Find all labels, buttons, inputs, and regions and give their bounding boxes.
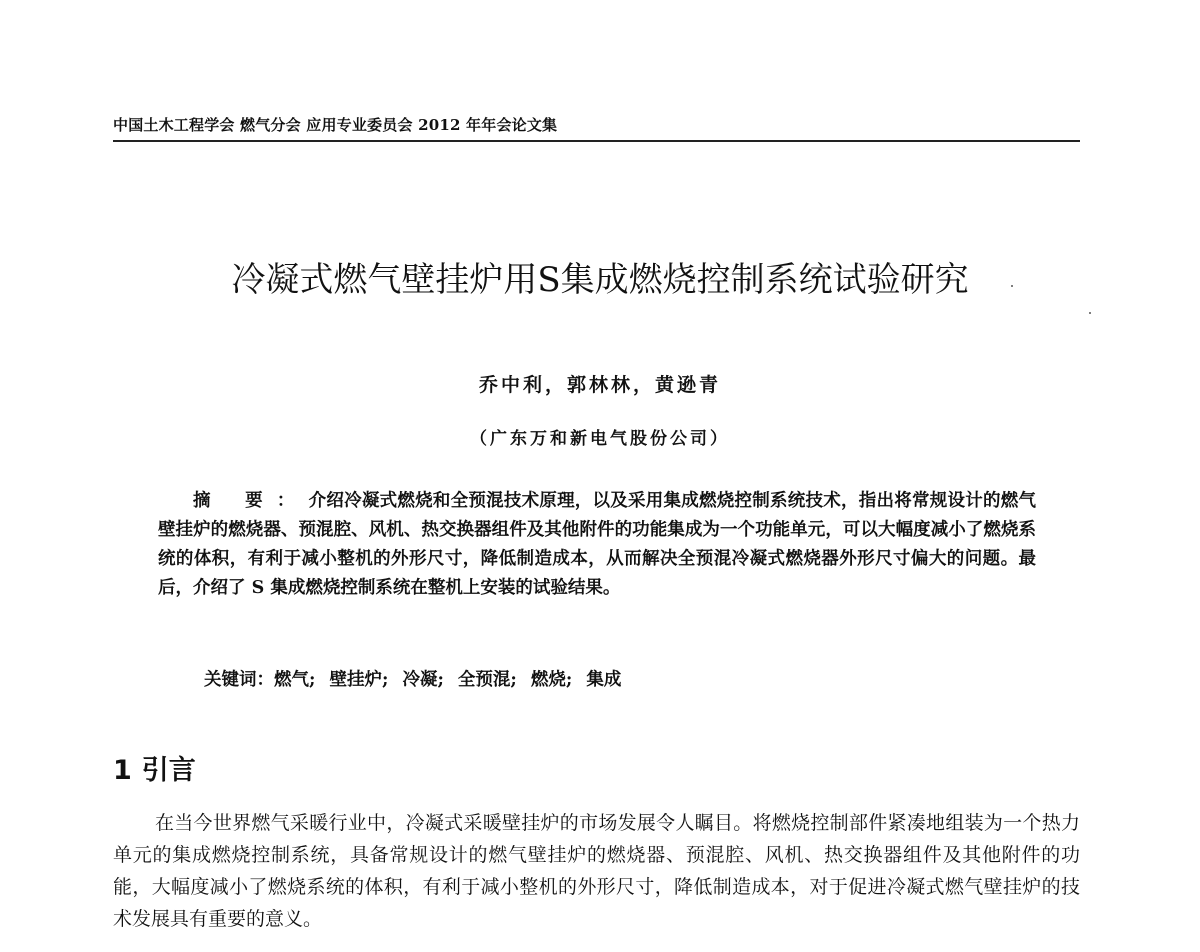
keyword-separator: ; xyxy=(381,670,389,690)
scan-artifact-dot xyxy=(1089,312,1091,314)
section-heading xyxy=(113,748,196,787)
keyword: 壁挂炉 xyxy=(329,670,382,690)
abstract-text: 介绍冷凝式燃烧和全预混技术原理，以及采用集成燃烧控制系统技术，指出将常规设计的燃气壁挂炉的燃烧器、预混腔、风机、热交换器组件及其他附件的功能集成为一个功能单元，可以大幅度减小了燃烧系统的体积，有利于减小整机的外形尺寸，降低制造成本，从而解决全预混冷凝式燃烧器外形尺寸偏大的问题。最后，介绍了 S 集成燃烧控制系统在整机上安装的试验结果。 xyxy=(158,491,1037,598)
keyword-separator: ; xyxy=(565,670,573,690)
keyword: 集成 xyxy=(586,670,622,690)
keyword-separator: ; xyxy=(510,670,517,690)
section-number: 1 xyxy=(113,755,132,786)
keyword-separator: ; xyxy=(437,670,444,690)
running-header: 中国土木工程学会 燃气分会 应用专业委员会 2012 年年会论文集 xyxy=(113,116,558,134)
keyword: 燃烧 xyxy=(530,670,566,690)
paper-title: 冷凝式燃气壁挂炉用S集成燃烧控制系统试验研究 xyxy=(231,260,969,300)
section-title: 引言 xyxy=(141,755,196,786)
keyword-separator: ; xyxy=(309,670,316,690)
author-affiliation: （广东万和新电气股份公司） xyxy=(470,429,730,449)
keywords-label: 关键词： xyxy=(204,670,274,690)
keyword: 冷凝 xyxy=(402,670,438,690)
body-paragraph: 在当今世界燃气采暖行业中，冷凝式采暖壁挂炉的市场发展令人瞩目。将燃烧控制部件紧凑地组装为一个热力单元的集成燃烧控制系统，具备常规设计的燃气壁挂炉的燃烧器、预混腔、风机、热交换器组件及其他附件的功能，大幅度减小了燃烧系统的体积，有利于减小整机的外形尺寸，降低制造成本，对于促进冷凝式燃气壁挂炉的技术发展具有重要的意义。 xyxy=(113,812,1080,930)
abstract-label: 摘 要： xyxy=(193,491,309,511)
keywords xyxy=(204,666,621,691)
header-rule xyxy=(113,140,1080,142)
keyword: 燃气 xyxy=(274,670,309,690)
author-list: 乔中利，郭林林，黄逊青 xyxy=(478,374,721,396)
abstract xyxy=(158,487,1036,603)
keyword: 全预混 xyxy=(457,670,511,690)
scan-artifact-dot xyxy=(1011,285,1013,287)
